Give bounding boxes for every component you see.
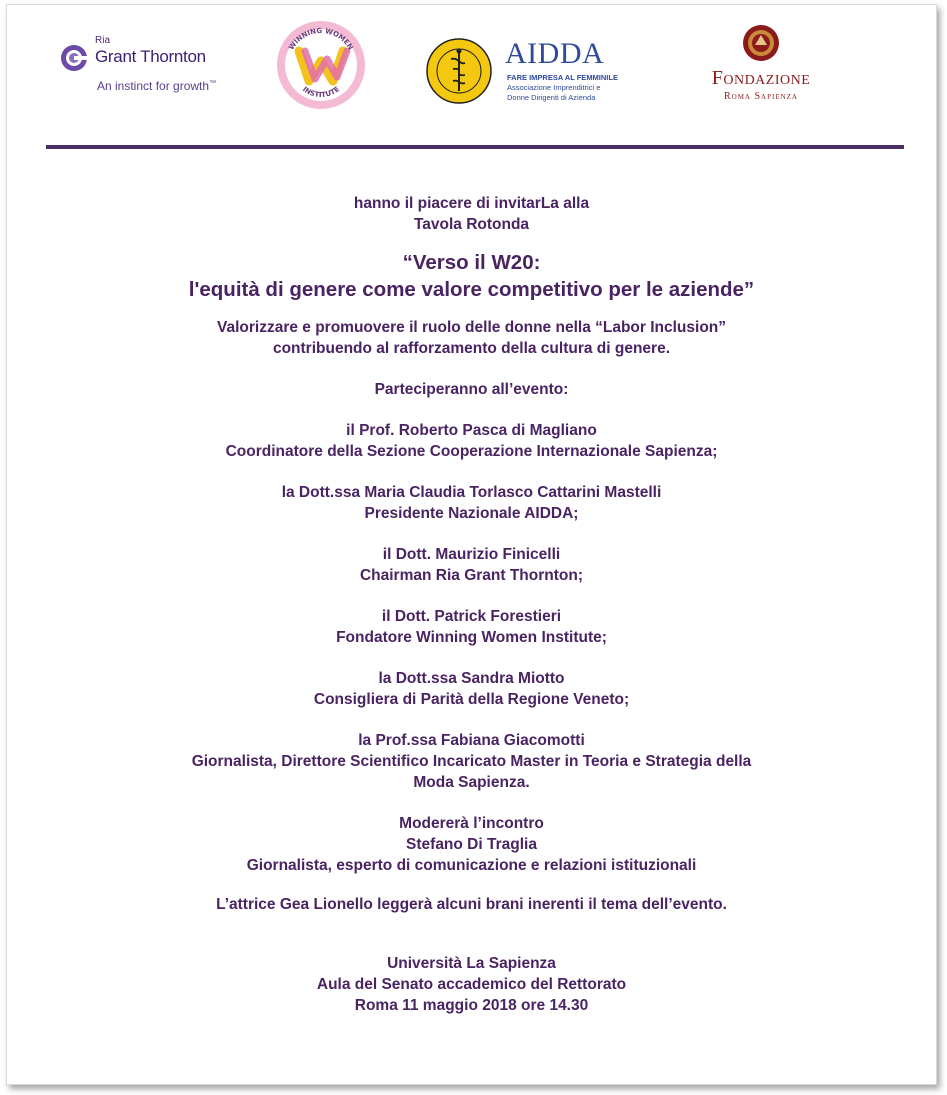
gt-ria-label: Ria: [95, 35, 111, 46]
participant: [7, 420, 936, 462]
grant-thornton-logo: [59, 35, 229, 97]
moderator-heading: Modererà l’incontro: [399, 815, 544, 832]
participant: [7, 668, 936, 710]
moderator-role: Giornalista, esperto di comunicazione e relazioni istituzionali: [246, 857, 697, 874]
grant-thornton-mark-icon: [59, 43, 89, 73]
venue-date-time: Roma 11 maggio 2018 ore 14.30: [354, 997, 589, 1014]
aidda-subtitle-2: Associazione Imprenditrici e: [507, 83, 601, 92]
participant: [7, 730, 936, 793]
participant-role: Fondatore Winning Women Institute;: [336, 629, 607, 646]
moderator: [7, 813, 936, 876]
participant-name: il Dott. Patrick Forestieri: [381, 608, 562, 625]
event-title-line-2: l'equità di genere come valore competitivo per le aziende”: [188, 278, 755, 301]
reading-note: L’attrice Gea Lionello leggerà alcuni brani inerenti il tema dell’evento.: [216, 896, 727, 913]
logo-bar: [7, 5, 936, 135]
gt-name: Grant Thornton: [95, 47, 206, 66]
event-subtitle-line-1: Valorizzare e promuovere il ruolo delle donne nella “Labor Inclusion”: [216, 319, 727, 336]
event-subtitle: [7, 317, 936, 359]
participant-role: Presidente Nazionale AIDDA;: [364, 505, 579, 522]
ww-bottom-text: INSTITUTE: [300, 85, 341, 100]
fondazione-title: Fondazione: [711, 67, 811, 89]
intro-line-2: Tavola Rotonda: [413, 216, 530, 233]
venue-university: Università La Sapienza: [387, 955, 556, 972]
participant-role: Chairman Ria Grant Thornton;: [359, 567, 584, 584]
participant-name: la Prof.ssa Fabiana Giacomotti: [358, 732, 585, 749]
participant-role: Coordinatore della Sezione Cooperazione Internazionale Sapienza;: [225, 443, 718, 460]
aidda-subtitle-1: FARE IMPRESA AL FEMMINILE: [507, 73, 618, 82]
event-title: [7, 249, 936, 303]
participant-role: Giornalista, Direttore Scientifico Incaricato Master in Teoria e Strategia della: [191, 753, 752, 770]
aidda-seal-icon: [425, 37, 493, 105]
winning-women-logo: [275, 19, 367, 111]
venue: [7, 953, 936, 1016]
moderator-name: Stefano Di Traglia: [406, 836, 537, 853]
fondazione-crest-icon: [741, 23, 781, 63]
aidda-logo: [425, 37, 625, 109]
aidda-title: AIDDA: [505, 37, 605, 70]
participant: [7, 606, 936, 648]
intro-line-1: hanno il piacere di invitarLa alla: [353, 195, 590, 212]
participants-heading: Parteciperanno all’evento:: [374, 381, 569, 398]
aidda-subtitle-3: Donne Dirigenti di Azienda: [507, 93, 596, 102]
fondazione-logo: [691, 15, 831, 115]
intro-text: [7, 193, 936, 235]
participant: [7, 544, 936, 586]
invitation-body: [7, 193, 936, 1016]
header-divider: [46, 145, 904, 149]
event-subtitle-line-2: contribuendo al rafforzamento della cultura di genere.: [272, 340, 671, 357]
participant-name: la Dott.ssa Maria Claudia Torlasco Cattarini Mastelli: [281, 484, 662, 501]
participant-name: il Prof. Roberto Pasca di Magliano: [346, 422, 597, 439]
invitation-card: [6, 4, 937, 1085]
participant-name: la Dott.ssa Sandra Miotto: [378, 670, 565, 687]
winning-women-emblem-icon: [275, 19, 367, 111]
participant-role-continued: Moda Sapienza.: [413, 774, 530, 791]
venue-room: Aula del Senato accademico del Rettorato: [316, 976, 627, 993]
gt-tagline: An instinct for growth™: [97, 79, 217, 93]
participant-name: il Dott. Maurizio Finicelli: [382, 546, 561, 563]
event-title-line-1: “Verso il W20:: [402, 251, 541, 274]
participant: [7, 482, 936, 524]
ww-top-text: WINNING WOMEN: [287, 26, 355, 52]
fondazione-subtitle: Roma Sapienza: [723, 91, 798, 102]
participant-role: Consigliera di Parità della Regione Veneto;: [313, 691, 630, 708]
